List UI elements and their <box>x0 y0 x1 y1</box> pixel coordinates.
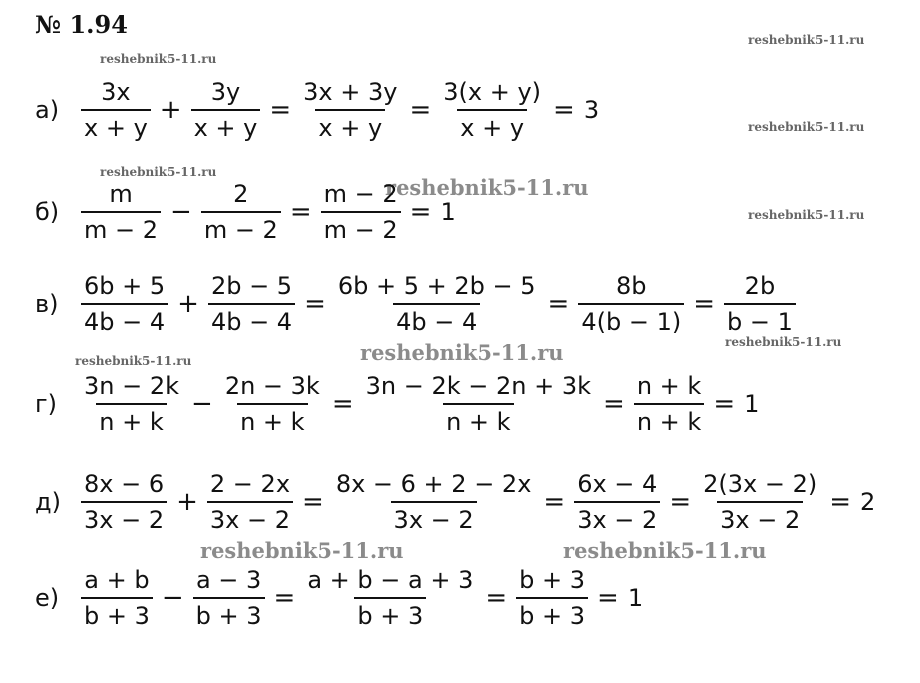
equation-row-e <box>35 566 643 630</box>
row-label: е) <box>35 584 60 612</box>
fraction: $\frac{2b - 5}{4b - 4}$ <box>208 272 295 336</box>
fraction: $\frac{6b + 5 + 2b - 5}{4b - 4}$ <box>337 272 536 336</box>
equals-sign: = <box>543 487 566 517</box>
equals-sign: = <box>269 95 292 125</box>
equals-sign: = <box>302 487 324 517</box>
fraction: $\frac{3n - 2k}{n + k}$ <box>84 372 180 436</box>
equals-sign: = <box>603 389 625 419</box>
operator: − <box>170 197 192 227</box>
fraction: $\frac{m}{m - 2}$ <box>81 180 161 244</box>
equation-row-g <box>35 372 759 436</box>
fraction: $\frac{8b}{4(b - 1)}$ <box>578 272 684 336</box>
watermark: reshebnik5-11.ru <box>75 354 192 368</box>
result: 1 <box>440 198 456 226</box>
watermark: reshebnik5-11.ru <box>748 208 865 222</box>
row-label: г) <box>35 390 57 418</box>
equals-sign: = <box>409 197 432 227</box>
operator: − <box>161 583 184 613</box>
row-label: б) <box>35 198 60 226</box>
watermark: reshebnik5-11.ru <box>200 538 404 563</box>
equals-sign: = <box>669 487 692 517</box>
watermark: reshebnik5-11.ru <box>100 165 217 179</box>
operator: + <box>176 487 198 517</box>
equals-sign: = <box>713 389 736 419</box>
equation-row-a <box>35 78 599 142</box>
equation-row-b <box>35 180 456 244</box>
equals-sign: = <box>304 289 326 319</box>
fraction: $\frac{3x + 3y}{x + y}$ <box>303 78 398 142</box>
row-label: д) <box>35 488 61 516</box>
row-label: а) <box>35 96 60 124</box>
fraction: $\frac{6b + 5}{4b - 4}$ <box>81 272 168 336</box>
result: 1 <box>744 390 760 418</box>
fraction: $\frac{6x - 4}{3x - 2}$ <box>574 470 660 534</box>
equals-sign: = <box>829 487 852 517</box>
equals-sign: = <box>409 95 432 125</box>
fraction: $\frac{b + 3}{b + 3}$ <box>516 566 588 630</box>
equals-sign: = <box>553 95 575 125</box>
fraction: $\frac{8x - 6}{3x - 2}$ <box>81 470 167 534</box>
fraction: $\frac{3(x + y)}{x + y}$ <box>443 78 542 142</box>
equals-sign: = <box>597 583 619 613</box>
watermark: reshebnik5-11.ru <box>563 538 767 563</box>
fraction: $\frac{2n - 3k}{n + k}$ <box>224 372 320 436</box>
equals-sign: = <box>485 583 508 613</box>
fraction: $\frac{2(3x - 2)}{3x - 2}$ <box>703 470 818 534</box>
equation-row-v <box>35 272 800 336</box>
watermark: reshebnik5-11.ru <box>385 175 589 200</box>
problem-number: № 1.94 <box>35 10 128 39</box>
result: 1 <box>627 584 644 612</box>
fraction: $\frac{8x - 6 + 2 - 2x}{3x - 2}$ <box>335 470 532 534</box>
fraction: $\frac{3n - 2k - 2n + 3k}{n + k}$ <box>365 372 592 436</box>
fraction: $\frac{a + b}{b + 3}$ <box>81 566 153 630</box>
operator: − <box>191 389 213 419</box>
equals-sign: = <box>693 289 715 319</box>
equals-sign: = <box>547 289 570 319</box>
fraction: $\frac{2b}{b - 1}$ <box>724 272 796 336</box>
result: 2 <box>860 488 876 516</box>
watermark: reshebnik5-11.ru <box>360 340 564 365</box>
fraction: $\frac{3x}{x + y}$ <box>81 78 151 142</box>
fraction: $\frac{2}{m - 2}$ <box>201 180 281 244</box>
watermark: reshebnik5-11.ru <box>748 33 865 47</box>
operator: + <box>159 95 182 125</box>
watermark: reshebnik5-11.ru <box>725 335 842 349</box>
fraction: $\frac{m - 2}{m - 2}$ <box>321 180 401 244</box>
operator: + <box>177 289 199 319</box>
watermark: reshebnik5-11.ru <box>748 120 865 134</box>
fraction: $\frac{3y}{x + y}$ <box>191 78 261 142</box>
watermark: reshebnik5-11.ru <box>100 52 217 66</box>
equals-sign: = <box>331 389 354 419</box>
fraction: $\frac{2 - 2x}{3x - 2}$ <box>207 470 293 534</box>
equals-sign: = <box>289 197 312 227</box>
equation-row-d <box>35 470 875 534</box>
row-label: в) <box>35 290 59 318</box>
fraction: $\frac{a - 3}{b + 3}$ <box>193 566 265 630</box>
result: 3 <box>583 96 600 124</box>
equals-sign: = <box>273 583 296 613</box>
fraction: $\frac{n + k}{n + k}$ <box>634 372 704 436</box>
fraction: $\frac{a + b - a + 3}{b + 3}$ <box>307 566 474 630</box>
